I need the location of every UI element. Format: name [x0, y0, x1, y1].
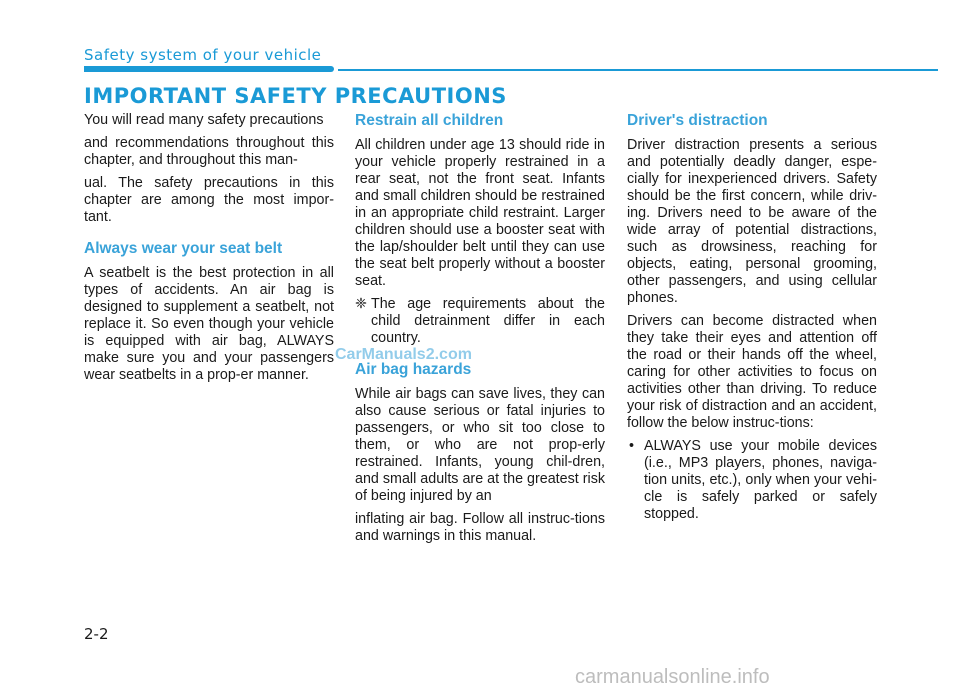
header-rule-thin: [338, 69, 938, 71]
distraction-paragraph-1: Driver distraction presents a serious and potentially deadly danger, espe-cially for inexperienced drivers. Safety should be the first concern, while driv-ing. Drivers need to be aware of the wide array of potential distractions, such as drowsiness, reaching for objects, eating, personal grooming, other passengers, and using cellular phones.: [627, 137, 877, 306]
column-2: [355, 112, 605, 551]
page-title: IMPORTANT SAFETY PRECAUTIONS: [84, 84, 507, 108]
heading-drivers-distraction: Driver's distraction: [627, 112, 768, 129]
note-text: The age requirements about the child detrainment differ in each country.: [371, 296, 605, 346]
heading-restrain-children: Restrain all children: [355, 112, 504, 129]
bullet-item: [627, 438, 877, 523]
air-bag-paragraph-2: inflating air bag. Follow all instruc-tions and warnings in this manual.: [355, 511, 605, 544]
note-mark-icon: ❈: [355, 296, 367, 312]
page-number: 2-2: [84, 625, 109, 643]
section-label: Safety system of your vehicle: [84, 46, 322, 64]
intro-paragraph-3: ual. The safety precautions in this chapter are among the most impor-tant.: [84, 175, 334, 225]
watermark-overlay: CarManuals2.com: [335, 346, 472, 363]
children-paragraph: All children under age 13 should ride in your vehicle properly restrained in a rear seat, not the front seat. Infants and small children should be restrained in an appropriate child restraint. Larger children should use a booster seat with the lap/shoulder belt until they can use the seat belt properly without a booster seat.: [355, 137, 605, 289]
heading-air-bag-hazards: Air bag hazards: [355, 361, 472, 378]
heading-seat-belt: Always wear your seat belt: [84, 240, 283, 257]
bullet-dot-icon: •: [629, 438, 635, 454]
seat-belt-paragraph: A seatbelt is the best protection in all types of accidents. An air bag is designed to supplement a seatbelt, not replace it. So even though your vehicle is equipped with air bag, ALWAYS make sure you and your passengers wear seatbelts in a prop-er manner.: [84, 265, 334, 383]
intro-paragraph-1: You will read many safety precautions: [84, 112, 324, 128]
intro-paragraph-2: and recommendations throughout this chapter, and throughout this man-: [84, 135, 334, 168]
footer-watermark: carmanualsonline.info: [575, 666, 770, 688]
column-3: [627, 112, 877, 529]
distraction-paragraph-2: Drivers can become distracted when they take their eyes and attention off the road or their hands off the wheel, caring for other activities to focus on activities other than driving. To reduce your risk of distraction and an accident, follow the below instruc-tions:: [627, 313, 877, 431]
air-bag-paragraph-1: While air bags can save lives, they can also cause serious or fatal injuries to passengers, or who sit too close to them, or who are not prop-erly restrained. Infants, young chil-dren, and small adults are at the greatest risk of being injured by an: [355, 386, 605, 504]
column-1: [84, 112, 334, 390]
age-note: [355, 296, 605, 347]
bullet-text: ALWAYS use your mobile devices (i.e., MP3 players, phones, naviga-tion units, etc.), only when your vehi-cle is safely parked or safely stopped.: [644, 438, 877, 522]
header-rule-thick: [84, 66, 334, 72]
